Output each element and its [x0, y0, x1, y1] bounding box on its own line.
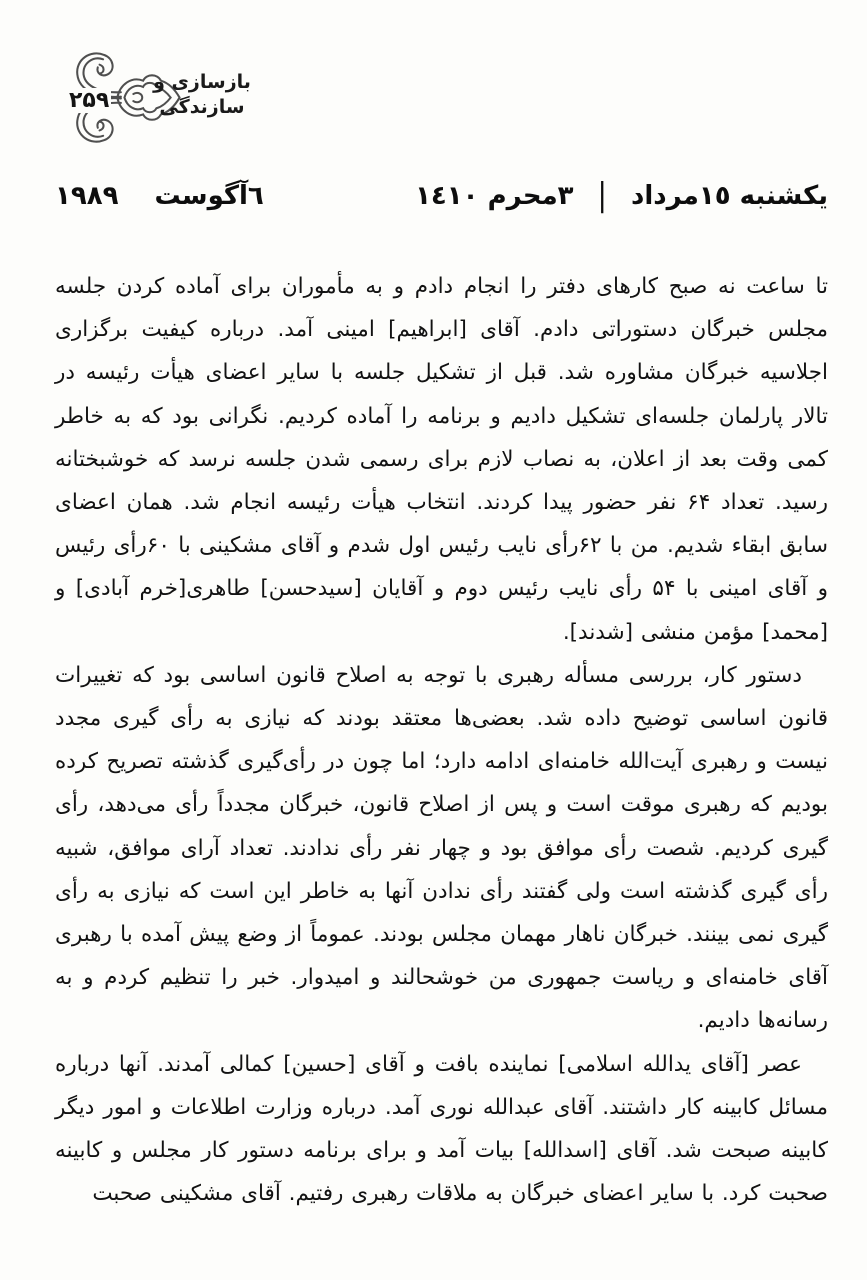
- date-gregorian: [55, 181, 264, 211]
- date-header: [55, 175, 828, 214]
- date-jalali: یکشنبه ١٥مرداد: [630, 180, 828, 211]
- book-title: [150, 70, 254, 120]
- book-title-line2: سازندگی: [159, 96, 245, 118]
- paragraph-leadership-vote: دستور کار، بررسی مسأله رهبری با توجه به اصلاح قانون اساسی بود که تغییرات قانون اساسی توضیح داده شد. بعضی‌ها معتقد بودند که نیازی به رأی گیری مجدد نیست و رهبری آیت‌الله خامنه‌ای ادامه دارد؛ اما چون در رأی‌گیری گذشته تصریح کرده بودیم که رهبری موقت است و پس از اصلاح قانون، خبرگان مجدداً رأی می‌دهد، رأی گیری کردیم. شصت رأی موافق بود و چهار نفر رأی ندادند. تعداد آرای موافق، شبیه رأی گیری گذشته است ولی گفتند رأی ندادن آنها به خاطر این است که نیازی به رأی گیری نمی بینند. خبرگان ناهار مهمان مجلس بودند. عموماً از وضع پیش آمده با رهبری آقای خامنه‌ای و ریاست جمهوری من خوشحالند و امیدوار. خبر را تنظیم کردم و به رسانه‌ها دادیم.: [55, 662, 828, 1034]
- date-gregorian-year: ١٩٨٩: [55, 180, 119, 211]
- diary-body: [55, 265, 828, 1215]
- date-hijri: ٣محرم ١٤١٠: [415, 180, 574, 211]
- book-title-line1: بازسازی و: [153, 71, 251, 93]
- date-separator: |: [597, 175, 607, 214]
- paragraph-morning-session: تا ساعت نه صبح کارهای دفتر را انجام دادم و به مأموران برای آماده کردن جلسه مجلس خبرگان دستوراتی دادم. آقای [ابراهیم] امینی آمد. درباره کیفیت برگزاری اجلاسیه خبرگان مشاوره شد. قبل از تشکیل جلسه با سایر اعضای هیأت رئیسه در تالار پارلمان جلسه‌ای تشکیل دادیم و برنامه را آماده کردیم. نگرانی بود که به خاطر کمی وقت بعد از اعلان، به نصاب لازم برای رسمی شدن جلسه نرسد که خوشبختانه رسید. تعداد ۶۴ نفر حضور پیدا کردند. انتخاب هیأت رئیسه انجام شد. همان اعضای سابق ابقاء شدیم. من با ۶۲رأی نایب رئیس اول شدم و آقای مشکینی با ۶۰رأی رئیس و آقای امینی با ۵۴ رأی نایب رئیس دوم و آقایان [سیدحسن] طاهری[خرم آبادی] و [محمد] مؤمن منشی [شدند].: [55, 274, 828, 645]
- paragraph-afternoon-meetings: عصر [آقای یدالله اسلامی] نماینده بافت و آقای [حسین] کمالی آمدند. آنها درباره مسائل کابینه کار داشتند. آقای عبدالله نوری آمد. درباره وزارت اطلاعات و امور دیگر کابینه صبحت شد. آقای [اسدالله] بیات آمد و برای برنامه دستور کار مجلس و کابینه صحبت کرد. با سایر اعضای خبرگان به ملاقات رهبری رفتیم. آقای مشکینی صحبت: [55, 1051, 828, 1207]
- date-gregorian-month-day: ٦آگوست: [154, 180, 264, 211]
- page-number: ۲۵۹: [69, 88, 110, 113]
- date-jalali-hijri: [415, 175, 828, 214]
